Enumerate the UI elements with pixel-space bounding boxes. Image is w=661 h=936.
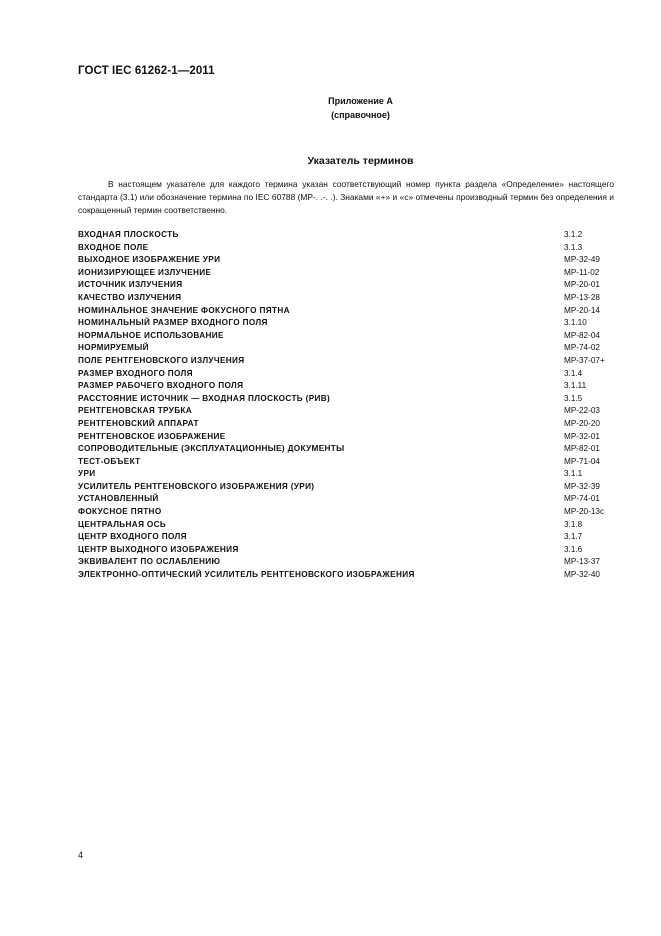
term-label: ВЫХОДНОЕ ИЗОБРАЖЕНИЕ УРИ [78, 255, 221, 265]
term-label: НОМИНАЛЬНЫЙ РАЗМЕР ВХОДНОГО ПОЛЯ [78, 318, 268, 328]
term-label: НОРМАЛЬНОЕ ИСПОЛЬЗОВАНИЕ [78, 330, 224, 340]
term-row [78, 456, 618, 469]
intro-paragraph: В настоящем указателе для каждого термина указан соответствующий номер пункта раздела «Определение» настоящего стандарта (3.1) или обозначение термина по IEC 60788 (МР-. .-. .). Знаками «+» и «с» отмечены производный термин без определения и сокращенный термин соответственно. [78, 179, 614, 215]
term-label: ЭКВИВАЛЕНТ ПО ОСЛАБЛЕНИЮ [78, 557, 221, 567]
term-reference: МР-22-03 [564, 406, 600, 416]
term-reference: МР-82-04 [564, 330, 600, 340]
appendix-title: Приложение А [328, 96, 393, 106]
term-label: УСТАНОВЛЕННЫЙ [78, 494, 159, 504]
term-reference: МР-32-40 [564, 570, 600, 580]
term-label: ЦЕНТРАЛЬНАЯ ОСЬ [78, 519, 167, 529]
term-label: ЦЕНТР ВХОДНОГО ПОЛЯ [78, 532, 187, 542]
term-reference: МР-20-20 [564, 418, 600, 428]
term-reference: 3.1.6 [564, 544, 583, 554]
term-label: ВХОДНОЕ ПОЛЕ [78, 242, 149, 252]
term-row [78, 317, 618, 330]
term-label: РЕНТГЕНОВСКАЯ ТРУБКА [78, 406, 193, 416]
term-reference: МР-74-02 [564, 343, 600, 353]
term-label: ИОНИЗИРУЮЩЕЕ ИЗЛУЧЕНИЕ [78, 267, 212, 277]
term-row [78, 242, 618, 255]
term-reference: МР-20-13с [564, 507, 605, 517]
term-label: УРИ [78, 469, 96, 479]
term-row [78, 519, 618, 532]
term-reference: МР-37-07+ [564, 355, 605, 365]
term-reference: МР-13-28 [564, 292, 600, 302]
term-row [78, 481, 618, 494]
term-reference: МР-32-49 [564, 255, 600, 265]
term-reference: 3.1.10 [564, 318, 587, 328]
term-reference: МР-11-02 [564, 267, 600, 277]
term-label: ЭЛЕКТРОННО-ОПТИЧЕСКИЙ УСИЛИТЕЛЬ РЕНТГЕНОВСКОГО ИЗОБРАЖЕНИЯ [78, 570, 415, 580]
page-number: 4 [78, 850, 84, 860]
term-reference: 3.1.4 [564, 368, 583, 378]
term-label: УСИЛИТЕЛЬ РЕНТГЕНОВСКОГО ИЗОБРАЖЕНИЯ (УРИ) [78, 481, 315, 491]
term-reference: МР-20-14 [564, 305, 600, 315]
term-reference: 3.1.11 [564, 381, 587, 391]
term-row [78, 531, 618, 544]
term-row [78, 418, 618, 431]
term-row [78, 569, 618, 582]
term-reference: МР-13-37 [564, 557, 600, 567]
term-label: НОРМИРУЕМЫЙ [78, 343, 149, 353]
term-reference: 3.1.2 [564, 230, 583, 239]
term-row [78, 431, 618, 444]
term-label: НОМИНАЛЬНОЕ ЗНАЧЕНИЕ ФОКУСНОГО ПЯТНА [78, 305, 290, 315]
term-reference: 3.1.7 [564, 532, 583, 542]
term-row [78, 443, 618, 456]
term-row [78, 279, 618, 292]
term-row [78, 556, 618, 569]
term-label: ИСТОЧНИК ИЗЛУЧЕНИЯ [78, 280, 183, 290]
term-reference: 3.1.8 [564, 519, 583, 529]
term-row [78, 506, 618, 519]
term-label: ЦЕНТР ВЫХОДНОГО ИЗОБРАЖЕНИЯ [78, 544, 239, 554]
term-reference: МР-74-01 [564, 494, 600, 504]
term-reference: 3.1.1 [564, 469, 583, 479]
appendix-subtitle: (справочное) [331, 110, 390, 120]
term-reference: МР-71-04 [564, 456, 600, 466]
term-reference: МР-82-01 [564, 444, 600, 454]
term-reference: МР-32-01 [564, 431, 600, 441]
term-reference: МР-20-01 [564, 280, 600, 290]
term-label: СОПРОВОДИТЕЛЬНЫЕ (ЭКСПЛУАТАЦИОННЫЕ) ДОКУМЕНТЫ [78, 444, 345, 454]
term-index [78, 229, 618, 582]
term-reference: 3.1.3 [564, 242, 583, 252]
term-row [78, 229, 618, 242]
term-row [78, 254, 618, 267]
term-row [78, 305, 618, 318]
term-row [78, 544, 618, 557]
term-label: ТЕСТ-ОБЪЕКТ [78, 456, 141, 466]
term-label: РАССТОЯНИЕ ИСТОЧНИК — ВХОДНАЯ ПЛОСКОСТЬ (РИВ) [78, 393, 331, 403]
term-row [78, 292, 618, 305]
term-reference: МР-32-39 [564, 481, 600, 491]
section-title: Указатель терминов [307, 155, 414, 167]
term-label: ПОЛЕ РЕНТГЕНОВСКОГО ИЗЛУЧЕНИЯ [78, 355, 245, 365]
term-label: РАЗМЕР РАБОЧЕГО ВХОДНОГО ПОЛЯ [78, 381, 244, 391]
term-label: РАЗМЕР ВХОДНОГО ПОЛЯ [78, 368, 193, 378]
term-row [78, 342, 618, 355]
term-row [78, 330, 618, 343]
term-row [78, 355, 618, 368]
term-row [78, 368, 618, 381]
term-label: ВХОДНАЯ ПЛОСКОСТЬ [78, 230, 179, 239]
term-row [78, 393, 618, 406]
term-label: РЕНТГЕНОВСКИЙ АППАРАТ [78, 418, 199, 428]
term-row [78, 468, 618, 481]
term-label: КАЧЕСТВО ИЗЛУЧЕНИЯ [78, 292, 182, 302]
term-label: ФОКУСНОЕ ПЯТНО [78, 507, 162, 517]
term-label: РЕНТГЕНОВСКОЕ ИЗОБРАЖЕНИЕ [78, 431, 226, 441]
term-row [78, 405, 618, 418]
term-reference: 3.1.5 [564, 393, 583, 403]
term-row [78, 380, 618, 393]
term-row [78, 267, 618, 280]
document-header: ГОСТ IEC 61262-1—2011 [78, 65, 215, 77]
term-row [78, 493, 618, 506]
